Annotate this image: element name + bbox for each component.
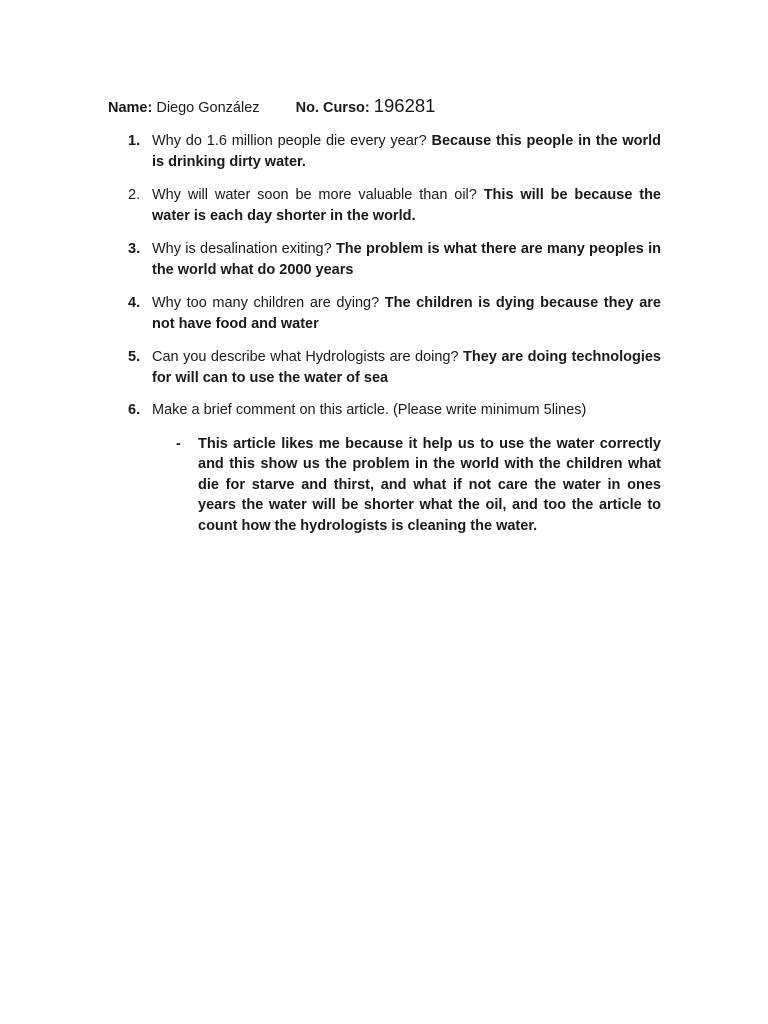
question-item-4 [128, 293, 661, 334]
question-text: Make a brief comment on this article. (Please write minimum 5lines) [152, 402, 587, 418]
question-item-3 [128, 239, 661, 280]
student-header [108, 94, 435, 120]
question-list [128, 131, 661, 536]
student-name: Diego González [156, 100, 260, 116]
answer-text: This will be because the water is each day shorter in the world. [152, 187, 661, 224]
question-number: 3. [128, 241, 141, 257]
question-text: Why do 1.6 million people die every year? [152, 133, 432, 149]
question-item-6 [128, 400, 661, 536]
question-item-2 [128, 185, 661, 226]
comment-bullet-item [176, 434, 661, 537]
answer-text: The children is dying because they are not have food and water [152, 295, 662, 332]
answer-text: They are doing technologies for will can to use the water of sea [152, 349, 661, 386]
bullet-dash: - [176, 435, 181, 452]
answer-text: The problem is what there are many peoples in the world what do 2000 years [152, 241, 661, 278]
question-text: Can you describe what Hydrologists are doing? [152, 349, 464, 365]
question-number: 2. [128, 187, 141, 203]
name-label: Name: [108, 100, 153, 116]
question-text: Why too many children are dying? [152, 295, 385, 311]
question-text: Why will water soon be more valuable than oil? [152, 187, 484, 203]
course-number: 196281 [373, 95, 436, 116]
question-item-1 [128, 131, 661, 172]
comment-text: This article likes me because it help us to use the water correctly and this show us the problem in the world with the children what die for starve and thirst, and what if not care the water in ones years the water will be shorter what the oil, and too the article to count how the hydrologists is cleaning the water. [198, 435, 661, 534]
answer-text: Because this people in the world is drinking dirty water. [152, 133, 661, 170]
question-number: 4. [128, 295, 141, 311]
question-item-5 [128, 347, 661, 388]
course-label: No. Curso: [295, 100, 370, 116]
question-text: Why is desalination exiting? [152, 241, 336, 257]
question-number: 6. [128, 402, 141, 418]
question-number: 1. [128, 133, 141, 149]
question-number: 5. [128, 349, 141, 365]
